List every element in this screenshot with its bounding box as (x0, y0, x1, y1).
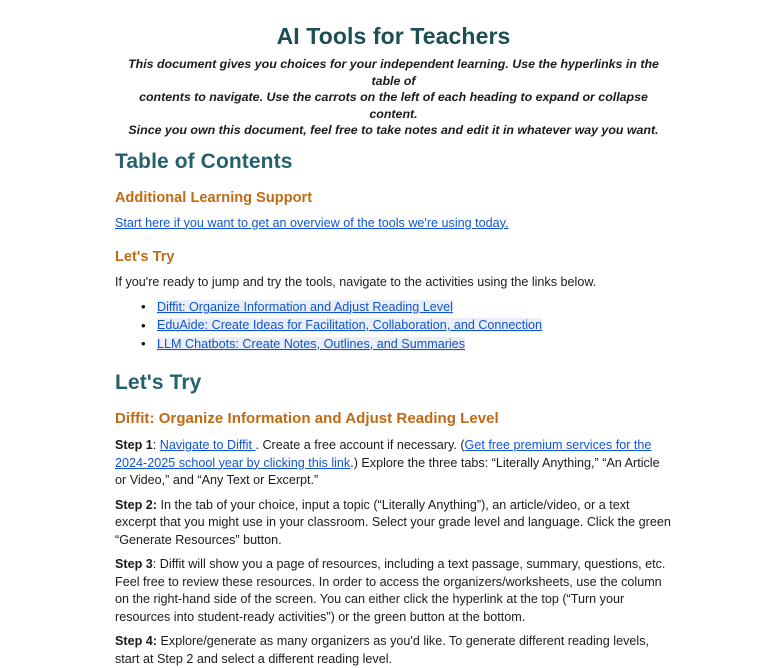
step-1-paragraph (115, 437, 672, 490)
step-3-label: Step 3 (115, 557, 153, 571)
subtitle-line-1: This document gives you choices for your independent learning. Use the hyperlinks in the table of (128, 57, 659, 88)
step-2-text: In the tab of your choice, input a topic (“Literally Anything”), an article/video, or a text excerpt that you might use in your classroom. Select your grade level and language. Click the green “Generate Resources” button. (115, 497, 671, 547)
lets-try-section-heading: Let's Try (115, 371, 202, 394)
toc-section-heading-additional-learning-support: Additional Learning Support (115, 189, 313, 206)
list-item (157, 317, 672, 335)
toc-link-list (115, 299, 672, 354)
step-1-text-end: .) Explore the three tabs: “Literally Anything,” “An Article or Video,” and “Any Text or Excerpt.” (115, 455, 660, 487)
document-subtitle (115, 56, 672, 139)
list-item (157, 299, 672, 317)
link-diffit[interactable]: Diffit: Organize Information and Adjust Reading Level (157, 299, 453, 314)
toc-section-heading-lets-try: Let's Try (115, 249, 175, 265)
link-navigate-to-diffit[interactable]: Navigate to Diffit (159, 438, 256, 452)
step-2-label: Step 2: (115, 497, 157, 512)
step-4-paragraph (115, 633, 672, 668)
step-1-text-middle: . Create a free account if necessary. ( (255, 438, 465, 452)
subtitle-line-2: contents to navigate. Use the carrots on the left of each heading to expand or collapse content. (139, 90, 648, 121)
link-free-premium-services[interactable]: Get free premium services for the 2024-2025 school year by clicking this link (115, 438, 652, 470)
subtitle-line-3: Since you own this document, feel free to take notes and edit it in whatever way you want. (128, 123, 659, 137)
link-llm-chatbots[interactable]: LLM Chatbots: Create Notes, Outlines, and Summaries (157, 336, 465, 351)
diffit-subsection-heading: Diffit: Organize Information and Adjust Reading Level (115, 410, 499, 427)
step-3-text: : Diffit will show you a page of resources, including a text passage, summary, questions, etc. Feel free to review these resources. In order to access the organizers/worksheets, use the column on the right-hand side of the screen. You can either click the hyperlink at the top (“Turn your resources into student-ready activities”) or the green button at the bottom. (115, 557, 666, 624)
step-1-label: Step 1 (115, 438, 153, 452)
link-overview-of-tools[interactable]: Start here if you want to get an overview of the tools we're using today. (115, 215, 509, 230)
list-item (157, 336, 672, 354)
step-2-paragraph (115, 497, 672, 550)
toc-lets-try-intro: If you're ready to jump and try the tools, navigate to the activities using the links below. (115, 275, 597, 289)
step-4-text: Explore/generate as many organizers as you'd like. To generate different reading levels, start at Step 2 and select a different reading level. (115, 634, 649, 666)
link-eduaide[interactable]: EduAide: Create Ideas for Facilitation, Collaboration, and Connection (157, 318, 543, 332)
step-1-separator: : (152, 438, 160, 452)
toc-additional-learning-support-paragraph (115, 215, 672, 233)
document-title: AI Tools for Teachers (276, 23, 511, 49)
step-4-label: Step 4: (115, 634, 157, 648)
step-3-paragraph (115, 556, 672, 626)
table-of-contents-heading: Table of Contents (115, 149, 293, 173)
